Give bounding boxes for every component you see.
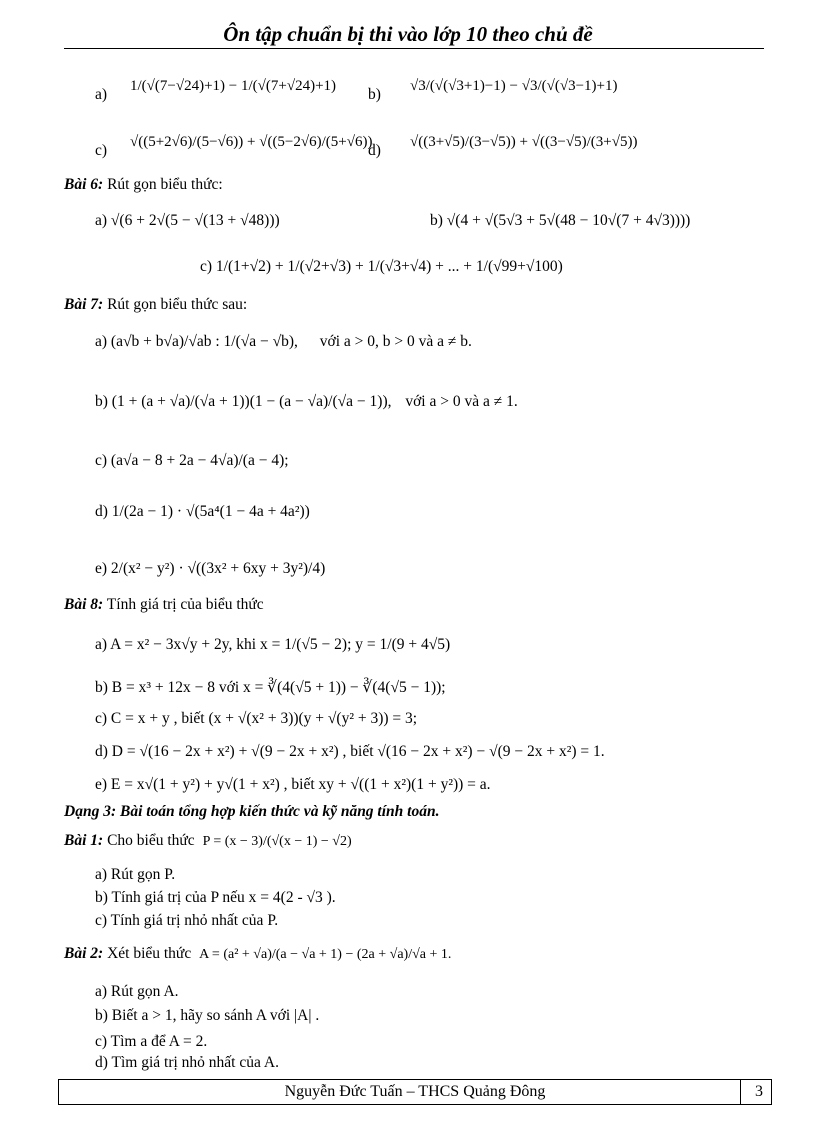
exercise-heading (64, 296, 247, 314)
math-expression: A = (a² + √a)/(a − √a + 1) − (2a + √a)/√a + 1. (199, 947, 452, 962)
item-label: c) (95, 142, 108, 159)
item-label: e) (95, 560, 108, 577)
exercise-text: Rút gọn biểu thức: (107, 176, 223, 193)
list-item: a) Rút gọn P. (95, 866, 176, 883)
exercise-item (95, 743, 605, 761)
math-expression: 1/(1+√2) + 1/(√2+√3) + 1/(√3+√4) + ... + 1/(√99+√100) (215, 258, 563, 275)
math-expression: √(6 + 2√(5 − √(13 + √48))) (110, 212, 280, 229)
math-expression: B = x³ + 12x − 8 với x = ∛(4(√5 + 1)) − ∛(4(√5 − 1)); (111, 679, 446, 696)
math-expression: √((3+√5)/(3−√5)) + √((3−√5)/(3+√5)) (410, 134, 638, 150)
math-expression: √(4 + √(5√3 + 5√(48 − 10√(7 + 4√3)))) (446, 212, 691, 229)
exercise-item (95, 142, 107, 160)
list-item: b) Biết a > 1, hãy so sánh A với |A| . (95, 1007, 320, 1024)
math-expression: (1 + (a + √a)/(√a + 1))(1 − (a − √a)/(√a − 1)), (111, 393, 392, 410)
exercise-item (95, 503, 310, 521)
footer-divider (740, 1080, 741, 1104)
math-expression: (a√b + b√a)/√ab : 1/(√a − √b), (110, 333, 298, 350)
page-number: 3 (755, 1083, 763, 1100)
item-label: d) (95, 743, 108, 760)
item-label: e) (95, 776, 108, 793)
condition-text: với a > 0 và a ≠ 1. (405, 393, 518, 410)
exercise-item (95, 452, 289, 470)
item-label: b) (430, 212, 443, 229)
exercise-item (95, 636, 450, 654)
exercise-heading (64, 832, 352, 850)
list-item: d) Tìm giá trị nhỏ nhất của A. (95, 1054, 279, 1071)
item-label: c) (95, 710, 108, 727)
exercise-item (95, 86, 107, 104)
item-label: a) (95, 86, 108, 103)
section-heading: Dạng 3: Bài toán tổng hợp kiến thức và kỹ năng tính toán. (64, 803, 440, 820)
exercise-item (95, 710, 417, 728)
exercise-text: Xét biểu thức (107, 945, 192, 962)
exercise-item (95, 560, 325, 578)
item-label: a) (95, 636, 108, 653)
list-item: c) Tính giá trị nhỏ nhất của P. (95, 912, 279, 929)
math-expression: C = x + y , biết (x + √(x² + 3))(y + √(y² + 3)) = 3; (110, 710, 418, 727)
exercise-number: Bài 6: (64, 176, 104, 193)
exercise-heading (64, 945, 451, 963)
math-expression: 1/(√(7−√24)+1) − 1/(√(7+√24)+1) (130, 78, 337, 94)
item-label: a) (95, 333, 108, 350)
math-expression: 2/(x² − y²) · √((3x² + 6xy + 3y²)/4) (110, 560, 326, 577)
math-expression: (a√a − 8 + 2a − 4√a)/(a − 4); (110, 452, 289, 469)
exercise-item (95, 212, 280, 230)
item-label: d) (95, 503, 108, 520)
footer-author: Nguyễn Đức Tuấn – THCS Quảng Đông (284, 1083, 546, 1100)
exercise-text: Rút gọn biểu thức sau: (107, 296, 248, 313)
page-footer (58, 1079, 772, 1105)
math-expression: D = √(16 − 2x + x²) + √(9 − 2x + x²) , biết √(16 − 2x + x²) − √(9 − 2x + x²) = 1. (111, 743, 605, 760)
list-item: b) Tính giá trị của P nếu x = 4(2 - √3 ). (95, 889, 336, 906)
exercise-item (368, 86, 381, 104)
item-label: b) (95, 393, 108, 410)
math-expression: √3/(√(√3+1)−1) − √3/(√(√3−1)+1) (410, 78, 618, 94)
exercise-number: Bài 1: (64, 832, 104, 849)
math-expression: A = x² − 3x√y + 2y, khi x = 1/(√5 − 2); y = 1/(9 + 4√5) (110, 636, 451, 653)
math-expression: 1/(2a − 1) · √(5a⁴(1 − 4a + 4a²)) (111, 503, 310, 520)
item-label: c) (200, 258, 213, 275)
item-label: d) (368, 142, 381, 159)
condition-text: với a > 0, b > 0 và a ≠ b. (319, 333, 472, 350)
page-header-title: Ôn tập chuẩn bị thi vào lớp 10 theo chủ đề (223, 22, 593, 46)
item-label: c) (95, 452, 108, 469)
math-expression: √((5+2√6)/(5−√6)) + √((5−2√6)/(5+√6)) (130, 134, 373, 150)
item-label: a) (95, 212, 108, 229)
math-expression: E = x√(1 + y²) + y√(1 + x²) , biết xy + √((1 + x²)(1 + y²)) = a. (110, 776, 491, 793)
list-item: a) Rút gọn A. (95, 983, 179, 1000)
exercise-item (95, 393, 518, 411)
item-label: b) (95, 679, 108, 696)
exercise-item (430, 212, 690, 230)
math-expression: P = (x − 3)/(√(x − 1) − √2) (202, 834, 352, 849)
exercise-number: Bài 2: (64, 945, 104, 962)
header-rule (64, 48, 764, 49)
list-item: c) Tìm a để A = 2. (95, 1033, 208, 1050)
exercise-item (95, 776, 491, 794)
exercise-number: Bài 7: (64, 296, 104, 313)
exercise-item (95, 333, 472, 351)
exercise-number: Bài 8: (64, 596, 104, 613)
exercise-item (95, 678, 446, 697)
exercise-text: Cho biểu thức (107, 832, 195, 849)
exercise-item (200, 258, 563, 276)
exercise-item (368, 142, 381, 160)
item-label: b) (368, 86, 381, 103)
exercise-heading (64, 176, 223, 194)
exercise-text: Tính giá trị của biểu thức (106, 596, 264, 613)
exercise-heading (64, 596, 264, 614)
